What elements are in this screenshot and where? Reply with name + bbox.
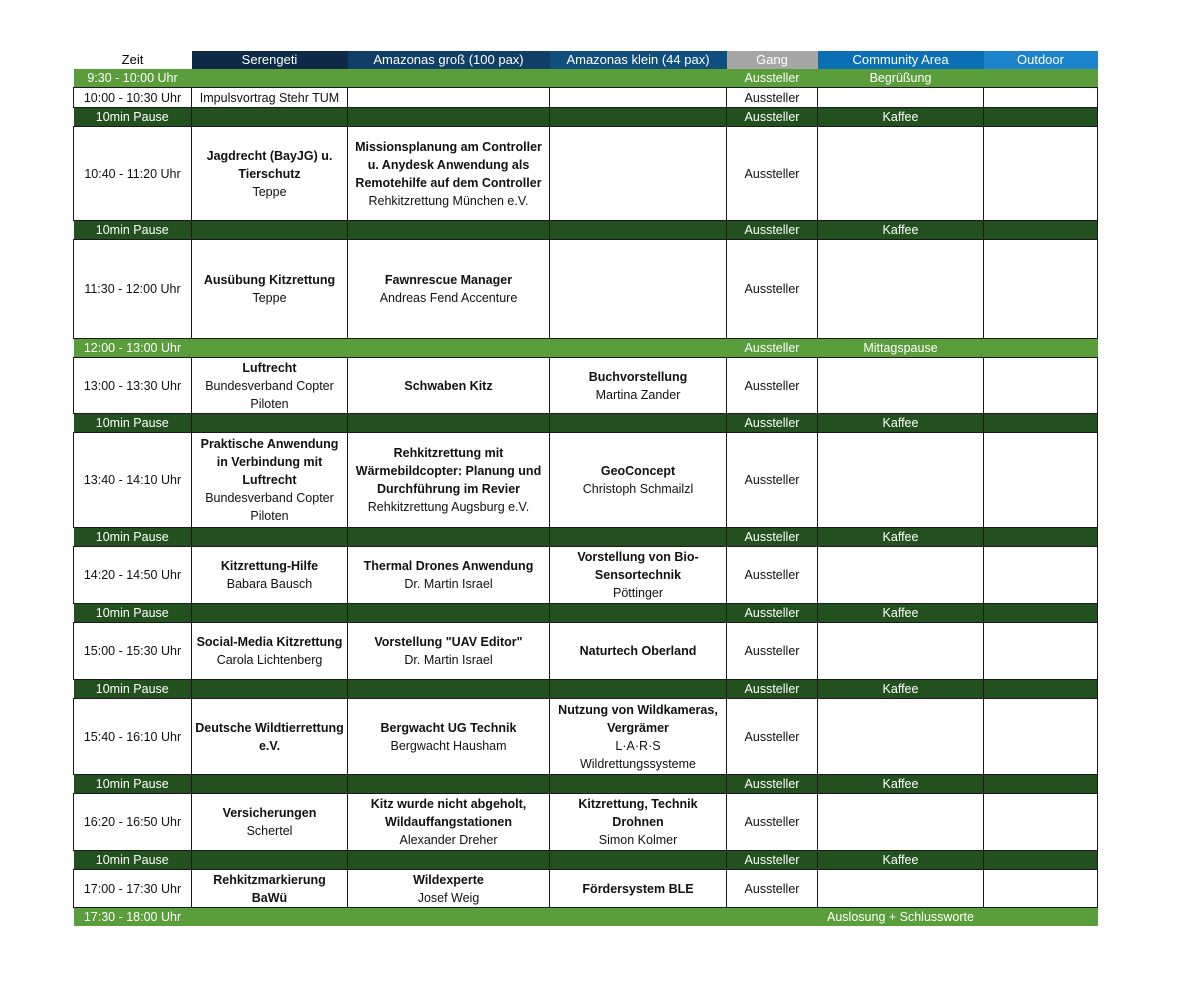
gang-cell: Aussteller xyxy=(727,240,818,339)
pause-row xyxy=(74,604,1098,623)
header-gang: Gang xyxy=(727,51,818,69)
session-speaker: Dr. Martin Israel xyxy=(404,653,493,667)
empty-cell xyxy=(550,339,727,358)
gang-cell: Aussteller xyxy=(727,358,818,414)
gang-cell: Aussteller xyxy=(727,680,818,699)
pause-row xyxy=(74,851,1098,870)
amazonas-klein-cell xyxy=(550,433,727,528)
session-speaker: Teppe xyxy=(252,184,287,199)
empty-cell xyxy=(984,221,1098,240)
empty-cell xyxy=(550,775,727,794)
session-speaker: L·A·R·S xyxy=(615,738,661,753)
empty-cell xyxy=(818,88,984,108)
gang-cell: Aussteller xyxy=(727,339,818,358)
table-row xyxy=(74,547,1098,604)
empty-cell xyxy=(550,908,727,927)
time-cell: 15:00 - 15:30 Uhr xyxy=(74,623,192,680)
pause-row xyxy=(74,414,1098,433)
session-title: Jagdrecht (BayJG) u. Tierschutz xyxy=(206,148,333,181)
session-title: Rehkitzrettung mit Wärmebildcopter: Planung und Durchführung im Revier xyxy=(355,446,542,496)
empty-cell xyxy=(984,851,1098,870)
time-cell: 10:40 - 11:20 Uhr xyxy=(74,127,192,221)
gang-cell: Aussteller xyxy=(727,870,818,908)
amazonas-klein-cell xyxy=(550,358,727,414)
time-cell: 12:00 - 13:00 Uhr xyxy=(74,339,192,358)
time-cell: 17:30 - 18:00 Uhr xyxy=(74,908,192,927)
empty-cell xyxy=(984,604,1098,623)
session-title: Luftrecht xyxy=(242,360,297,375)
amazonas-klein-cell xyxy=(550,794,727,851)
empty-cell xyxy=(984,623,1098,680)
empty-cell xyxy=(192,604,348,623)
community-cell: Kaffee xyxy=(818,108,984,127)
header-serengeti: Serengeti xyxy=(192,51,348,69)
pause-label: 10min Pause xyxy=(74,680,192,699)
amazonas-gross-cell xyxy=(348,240,550,339)
community-cell: Kaffee xyxy=(818,528,984,547)
header-amazonas-gross: Amazonas groß (100 pax) xyxy=(348,51,550,69)
session-speaker: Simon Kolmer xyxy=(598,833,678,847)
session-title: Schwaben Kitz xyxy=(404,378,493,393)
pause-label: 10min Pause xyxy=(74,108,192,127)
empty-cell xyxy=(192,908,348,927)
session-speaker: Bundesverband Copter Piloten xyxy=(205,491,334,523)
table-row xyxy=(74,908,1098,927)
empty-cell xyxy=(984,547,1098,604)
amazonas-klein-cell xyxy=(550,547,727,604)
session-title: Kitz wurde nicht abgeholt, Wildauffangstationen xyxy=(370,797,527,829)
pause-label: 10min Pause xyxy=(74,851,192,870)
empty-cell xyxy=(984,127,1098,221)
community-cell: Kaffee xyxy=(818,851,984,870)
table-row xyxy=(74,794,1098,851)
session-title: Thermal Drones Anwendung xyxy=(363,559,534,573)
time-cell: 11:30 - 12:00 Uhr xyxy=(74,240,192,339)
pause-row xyxy=(74,528,1098,547)
empty-cell xyxy=(984,870,1098,908)
session-title: Fördersystem BLE xyxy=(582,881,694,896)
empty-cell xyxy=(818,547,984,604)
session-title: Missionsplanung am Controller u. Anydesk Anwendung als Remotehilfe auf dem Controller xyxy=(355,139,542,190)
amazonas-gross-cell xyxy=(348,870,550,908)
empty-cell xyxy=(984,88,1098,108)
empty-cell xyxy=(192,69,348,88)
empty-cell xyxy=(348,604,550,623)
gang-cell: Aussteller xyxy=(727,414,818,433)
session-title: Social-Media Kitzrettung xyxy=(196,635,343,649)
pause-row xyxy=(74,108,1098,127)
empty-cell xyxy=(818,433,984,528)
empty-cell xyxy=(984,699,1098,775)
table-row xyxy=(74,870,1098,908)
session-speaker: Bundesverband Copter Piloten xyxy=(205,378,334,411)
pause-label: 10min Pause xyxy=(74,775,192,794)
empty-cell xyxy=(550,69,727,88)
amazonas-gross-cell xyxy=(348,794,550,851)
table-row xyxy=(74,358,1098,414)
session-title: Deutsche Wildtierrettung e.V. xyxy=(195,720,344,753)
session-speaker: Babara Bausch xyxy=(226,577,313,591)
empty-cell xyxy=(984,680,1098,699)
empty-cell xyxy=(818,699,984,775)
serengeti-cell: Impulsvortrag Stehr TUM xyxy=(192,88,348,108)
empty-cell xyxy=(348,108,550,127)
empty-cell xyxy=(348,528,550,547)
community-cell: Kaffee xyxy=(818,775,984,794)
header-amazonas-klein: Amazonas klein (44 pax) xyxy=(550,51,727,69)
amazonas-gross-cell xyxy=(348,547,550,604)
session-title: Praktische Anwendung in Verbindung mit Luftrecht xyxy=(200,437,339,487)
gang-cell: Aussteller xyxy=(727,127,818,221)
empty-cell xyxy=(550,414,727,433)
empty-cell xyxy=(348,221,550,240)
time-cell: 13:40 - 14:10 Uhr xyxy=(74,433,192,528)
gang-cell: Aussteller xyxy=(727,433,818,528)
empty-cell xyxy=(192,414,348,433)
empty-cell xyxy=(818,240,984,339)
amazonas-gross-cell xyxy=(348,358,550,414)
empty-cell xyxy=(348,851,550,870)
empty-cell xyxy=(192,108,348,127)
community-cell: Mittagspause xyxy=(818,339,984,358)
session-title: Buchvorstellung xyxy=(588,369,688,384)
table-row xyxy=(74,433,1098,528)
gang-cell: Aussteller xyxy=(727,528,818,547)
schedule-table xyxy=(73,51,1098,926)
gang-cell: Aussteller xyxy=(727,623,818,680)
session-speaker: Martina Zander xyxy=(595,387,681,402)
session-speaker: Pöttinger xyxy=(612,586,664,600)
empty-cell xyxy=(192,851,348,870)
session-speaker: Wildrettungssysteme xyxy=(579,756,696,771)
pause-row xyxy=(74,680,1098,699)
session-speaker: Dr. Martin Israel xyxy=(404,577,493,591)
session-speaker: Andreas Fend Accenture xyxy=(379,291,518,305)
session-title: Wildexperte xyxy=(413,872,484,887)
empty-cell xyxy=(727,908,818,927)
empty-cell xyxy=(984,908,1098,927)
empty-cell xyxy=(984,414,1098,433)
empty-cell xyxy=(818,870,984,908)
empty-cell xyxy=(550,240,727,339)
gang-cell: Aussteller xyxy=(727,851,818,870)
empty-cell xyxy=(550,680,727,699)
time-cell: 13:00 - 13:30 Uhr xyxy=(74,358,192,414)
empty-cell xyxy=(550,127,727,221)
empty-cell xyxy=(192,339,348,358)
empty-cell xyxy=(818,127,984,221)
amazonas-klein-cell xyxy=(550,623,727,680)
serengeti-cell xyxy=(192,127,348,221)
gang-cell: Aussteller xyxy=(727,699,818,775)
session-speaker: Christoph Schmailzl xyxy=(582,482,694,496)
empty-cell xyxy=(550,221,727,240)
empty-cell xyxy=(348,414,550,433)
amazonas-gross-cell xyxy=(348,127,550,221)
pause-label: 10min Pause xyxy=(74,604,192,623)
serengeti-cell xyxy=(192,547,348,604)
pause-label: 10min Pause xyxy=(74,528,192,547)
header-community: Community Area xyxy=(818,51,984,69)
empty-cell xyxy=(550,604,727,623)
empty-cell xyxy=(984,339,1098,358)
session-speaker: Carola Lichtenberg xyxy=(216,653,323,667)
serengeti-cell xyxy=(192,240,348,339)
community-cell: Kaffee xyxy=(818,680,984,699)
session-title: GeoConcept xyxy=(600,464,676,478)
pause-label: 10min Pause xyxy=(74,221,192,240)
amazonas-gross-cell xyxy=(348,433,550,528)
empty-cell xyxy=(984,775,1098,794)
pause-row xyxy=(74,221,1098,240)
empty-cell xyxy=(984,794,1098,851)
serengeti-cell xyxy=(192,358,348,414)
amazonas-klein-cell xyxy=(550,699,727,775)
session-speaker: Teppe xyxy=(252,291,287,305)
gang-cell: Aussteller xyxy=(727,604,818,623)
empty-cell xyxy=(984,69,1098,88)
table-row xyxy=(74,699,1098,775)
table-row xyxy=(74,69,1098,88)
serengeti-cell xyxy=(192,870,348,908)
gang-cell: Aussteller xyxy=(727,775,818,794)
session-title: Vorstellung "UAV Editor" xyxy=(374,635,523,649)
session-title: Naturtech Oberland xyxy=(579,644,697,658)
session-speaker: Rehkitzrettung München e.V. xyxy=(368,193,529,208)
time-cell: 15:40 - 16:10 Uhr xyxy=(74,699,192,775)
session-title: Bergwacht UG Technik xyxy=(380,720,517,735)
gang-cell: Aussteller xyxy=(727,794,818,851)
session-title: Ausübung Kitzrettung xyxy=(203,273,336,287)
time-cell: 14:20 - 14:50 Uhr xyxy=(74,547,192,604)
table-row xyxy=(74,623,1098,680)
empty-cell xyxy=(550,88,727,108)
empty-cell xyxy=(550,851,727,870)
empty-cell xyxy=(348,339,550,358)
empty-cell xyxy=(348,69,550,88)
community-cell: Kaffee xyxy=(818,604,984,623)
pause-label: 10min Pause xyxy=(74,414,192,433)
table-row xyxy=(74,127,1098,221)
community-cell: Kaffee xyxy=(818,414,984,433)
header-row xyxy=(74,51,1098,69)
session-speaker: Rehkitzrettung Augsburg e.V. xyxy=(367,500,530,514)
pause-row xyxy=(74,775,1098,794)
serengeti-cell xyxy=(192,699,348,775)
gang-cell: Aussteller xyxy=(727,108,818,127)
empty-cell xyxy=(348,680,550,699)
amazonas-klein-cell xyxy=(550,870,727,908)
empty-cell xyxy=(348,908,550,927)
gang-cell: Aussteller xyxy=(727,69,818,88)
empty-cell xyxy=(984,108,1098,127)
session-title: Kitzrettung, Technik Drohnen xyxy=(578,797,698,829)
empty-cell xyxy=(348,775,550,794)
session-speaker: Alexander Dreher xyxy=(399,833,498,847)
empty-cell xyxy=(192,775,348,794)
amazonas-gross-cell xyxy=(348,699,550,775)
community-cell: Auslosung + Schlussworte xyxy=(818,908,984,927)
empty-cell xyxy=(192,221,348,240)
table-row xyxy=(74,339,1098,358)
time-cell: 10:00 - 10:30 Uhr xyxy=(74,88,192,108)
session-speaker: Bergwacht Hausham xyxy=(390,738,507,753)
time-cell: 9:30 - 10:00 Uhr xyxy=(74,69,192,88)
header-outdoor: Outdoor xyxy=(984,51,1098,69)
empty-cell xyxy=(818,358,984,414)
time-cell: 17:00 - 17:30 Uhr xyxy=(74,870,192,908)
empty-cell xyxy=(818,794,984,851)
time-cell: 16:20 - 16:50 Uhr xyxy=(74,794,192,851)
serengeti-cell xyxy=(192,623,348,680)
table-row xyxy=(74,88,1098,108)
session-title: Vorstellung von Bio-Sensortechnik xyxy=(577,550,699,582)
amazonas-gross-cell xyxy=(348,623,550,680)
gang-cell: Aussteller xyxy=(727,88,818,108)
gang-cell: Aussteller xyxy=(727,221,818,240)
session-speaker: Schertel xyxy=(246,824,293,838)
community-cell: Kaffee xyxy=(818,221,984,240)
empty-cell xyxy=(984,240,1098,339)
empty-cell xyxy=(550,528,727,547)
empty-cell xyxy=(348,88,550,108)
serengeti-cell xyxy=(192,433,348,528)
empty-cell xyxy=(984,358,1098,414)
community-cell: Begrüßung xyxy=(818,69,984,88)
header-zeit: Zeit xyxy=(74,51,192,69)
empty-cell xyxy=(984,528,1098,547)
empty-cell xyxy=(818,623,984,680)
gang-cell: Aussteller xyxy=(727,547,818,604)
empty-cell xyxy=(984,433,1098,528)
session-title: Versicherungen xyxy=(222,806,317,820)
empty-cell xyxy=(192,680,348,699)
session-title: Fawnrescue Manager xyxy=(384,273,513,287)
empty-cell xyxy=(192,528,348,547)
session-title: Rehkitzmarkierung BaWü xyxy=(213,872,326,905)
empty-cell xyxy=(550,108,727,127)
session-title: Nutzung von Wildkameras, Vergrämer xyxy=(558,702,718,735)
table-row xyxy=(74,240,1098,339)
session-speaker: Josef Weig xyxy=(417,890,480,905)
session-title: Kitzrettung-Hilfe xyxy=(220,559,319,573)
serengeti-cell xyxy=(192,794,348,851)
